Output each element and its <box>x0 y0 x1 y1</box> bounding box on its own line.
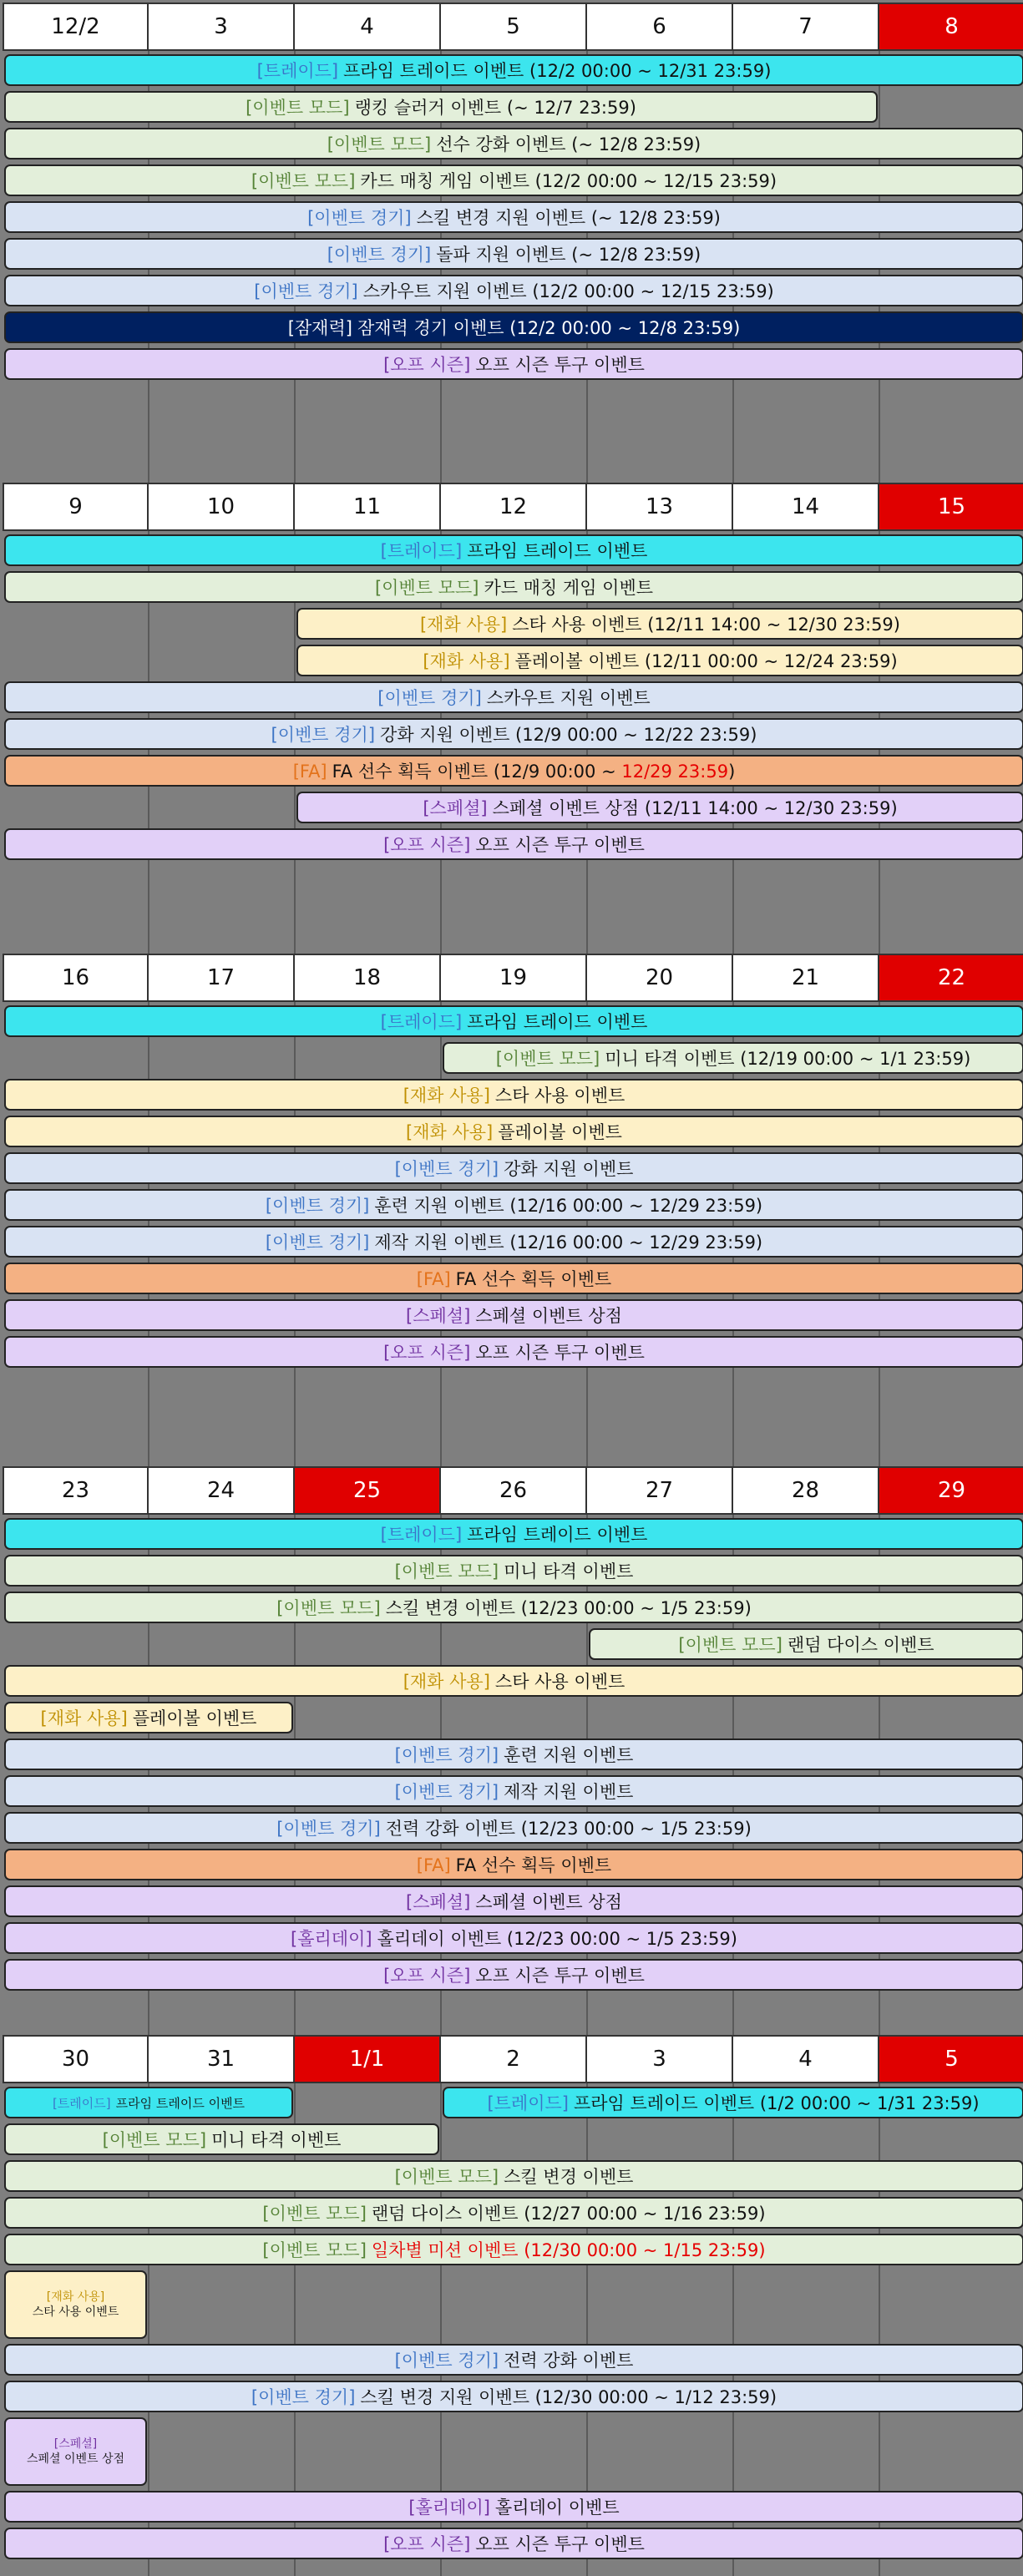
event-bar-reuse[interactable] <box>4 1116 1023 1147</box>
event-category-tag: [FA] <box>416 1855 451 1875</box>
event-label <box>406 1889 622 1914</box>
event-label <box>383 2531 645 2556</box>
event-label <box>288 315 741 340</box>
event-title: 스타 사용 이벤트 <box>32 2305 119 2319</box>
event-label <box>417 1852 611 1877</box>
event-bar-reuse[interactable] <box>4 1079 1023 1111</box>
event-category-tag: [FA] <box>416 1269 451 1289</box>
day-header-cell: 14 <box>732 483 879 531</box>
event-title: 강화 지원 이벤트 (12/9 00:00 ~ 12/22 23:59) <box>380 725 757 745</box>
event-title: 스페셜 이벤트 상점 <box>26 2452 125 2466</box>
event-category-tag: [이벤트 경기] <box>254 281 358 301</box>
event-category-tag: [오프 시즌] <box>383 1966 471 1986</box>
event-label <box>251 2384 777 2409</box>
event-bar-match[interactable] <box>4 238 1023 270</box>
event-title-suffix: ) <box>728 762 736 782</box>
event-category-tag: [이벤트 경기] <box>251 2387 356 2407</box>
event-title: 랜덤 다이스 이벤트 <box>787 1635 934 1655</box>
event-category-tag: [오프 시즌] <box>383 835 471 855</box>
day-header-cell: 16 <box>3 954 149 1002</box>
event-category-tag: [스페셜] <box>423 798 488 818</box>
event-category-tag: [스페셜] <box>53 2437 98 2451</box>
event-label <box>395 2347 634 2372</box>
event-title: FA 선수 획득 이벤트 (12/9 00:00 ~ <box>332 762 622 782</box>
event-title: 훈련 지원 이벤트 <box>504 1745 634 1765</box>
event-category-tag: [재화 사용] <box>423 651 510 671</box>
event-title: 돌파 지원 이벤트 (~ 12/8 23:59) <box>436 245 701 265</box>
day-header-cell: 27 <box>585 1466 733 1515</box>
event-category-tag: [이벤트 모드] <box>262 2204 367 2224</box>
event-label <box>395 1558 634 1583</box>
event-bar-mode[interactable] <box>4 2123 439 2155</box>
event-label <box>41 1705 257 1730</box>
event-label <box>395 1779 634 1804</box>
event-title: 스킬 변경 이벤트 (12/23 00:00 ~ 1/5 23:59) <box>385 1598 752 1618</box>
event-title: 프라임 트레이드 이벤트 <box>467 541 648 561</box>
day-header-cell: 4 <box>732 2035 879 2083</box>
week-row <box>0 483 1023 954</box>
event-category-tag: [재화 사용] <box>403 1672 490 1692</box>
event-category-tag: [재화 사용] <box>406 1122 494 1142</box>
day-header-cell: 26 <box>439 1466 587 1515</box>
day-header-cell: 19 <box>439 954 587 1002</box>
event-category-tag: [이벤트 경기] <box>377 688 482 708</box>
event-highlight-text: 12/29 23:59 <box>621 762 729 782</box>
day-header-cell: 28 <box>732 1466 879 1515</box>
day-header-cell: 11 <box>293 483 441 531</box>
event-title: 홀리데이 이벤트 (12/23 00:00 ~ 1/5 23:59) <box>377 1929 737 1949</box>
day-header-cell: 22 <box>878 954 1023 1002</box>
event-label <box>291 1926 737 1951</box>
day-header-cell: 8 <box>878 3 1023 51</box>
event-title: 오프 시즌 투구 이벤트 <box>475 1343 645 1363</box>
day-header-cell: 4 <box>293 3 441 51</box>
event-title: 스카우트 지원 이벤트 (12/2 00:00 ~ 12/15 23:59) <box>362 281 774 301</box>
event-title: 프라임 트레이드 이벤트 (1/2 00:00 ~ 1/31 23:59) <box>573 2093 980 2113</box>
event-title: 스페셜 이벤트 상점 <box>475 1306 622 1326</box>
event-bar-trade[interactable] <box>4 54 1023 86</box>
event-category-tag: [이벤트 모드] <box>678 1635 782 1655</box>
event-title: 스킬 변경 이벤트 <box>504 2167 634 2187</box>
day-header-cell: 17 <box>147 954 295 1002</box>
event-category-tag: [이벤트 모드] <box>495 1049 600 1069</box>
event-category-tag: [재화 사용] <box>46 2290 105 2304</box>
event-category-tag: [이벤트 경기] <box>271 725 376 745</box>
event-bar-match[interactable] <box>4 2381 1023 2412</box>
day-header-cell: 10 <box>147 483 295 531</box>
event-category-tag: [스페셜] <box>406 1892 471 1912</box>
day-header-cell: 29 <box>878 1466 1023 1515</box>
event-label <box>417 1266 611 1291</box>
event-bar-mode[interactable] <box>4 2234 1023 2265</box>
event-title: 스카우트 지원 이벤트 <box>486 688 651 708</box>
event-title: 미니 타격 이벤트 (12/19 00:00 ~ 1/1 23:59) <box>605 1049 971 1069</box>
event-label <box>383 832 645 857</box>
event-bar-potential[interactable] <box>4 311 1023 343</box>
event-title: 스킬 변경 지원 이벤트 (~ 12/8 23:59) <box>416 208 721 228</box>
day-header-cell: 12 <box>439 483 587 531</box>
event-bar-mode[interactable] <box>589 1628 1023 1660</box>
event-label <box>327 241 701 266</box>
event-bar-special[interactable] <box>4 1299 1023 1331</box>
event-title: 오프 시즌 투구 이벤트 <box>475 355 645 375</box>
event-title: 랜덤 다이스 이벤트 (12/27 00:00 ~ 1/16 23:59) <box>371 2204 766 2224</box>
event-label <box>381 1009 648 1034</box>
event-bar-holiday[interactable] <box>4 2491 1023 2523</box>
event-bar-special[interactable] <box>4 2417 147 2486</box>
event-category-tag: [이벤트 경기] <box>265 1196 370 1216</box>
day-header-cell: 20 <box>585 954 733 1002</box>
event-bar-match[interactable] <box>4 2344 1023 2376</box>
event-category-tag: [이벤트 경기] <box>276 1819 381 1839</box>
event-bar-match[interactable] <box>4 1812 1023 1844</box>
event-title: 프라임 트레이드 이벤트 <box>467 1525 648 1545</box>
event-label <box>375 574 653 600</box>
week-row <box>0 3 1023 483</box>
event-bar-match[interactable] <box>4 1775 1023 1807</box>
day-header-cell: 15 <box>878 483 1023 531</box>
event-category-tag: [오프 시즌] <box>383 355 471 375</box>
week-row <box>0 954 1023 1466</box>
day-header-cell: 21 <box>732 954 879 1002</box>
event-bar-mode[interactable] <box>443 1042 1023 1074</box>
day-header-cell: 31 <box>147 2035 295 2083</box>
event-title: 미니 타격 이벤트 <box>211 2130 342 2150</box>
event-bar-trade[interactable] <box>4 534 1023 566</box>
day-header-cell: 6 <box>585 3 733 51</box>
event-label <box>383 1962 645 1987</box>
event-label <box>487 2090 979 2115</box>
event-category-tag: [FA] <box>292 762 327 782</box>
day-header-cell: 2 <box>439 2035 587 2083</box>
event-title: 강화 지원 이벤트 <box>504 1159 634 1179</box>
event-label <box>254 278 774 303</box>
event-bar-reuse[interactable] <box>4 1702 293 1733</box>
event-label <box>406 1303 622 1328</box>
day-header-cell: 24 <box>147 1466 295 1515</box>
day-header-cell: 18 <box>293 954 441 1002</box>
event-bar-offseason[interactable] <box>4 828 1023 860</box>
event-label <box>395 1156 634 1181</box>
event-bar-fa[interactable] <box>4 755 1023 787</box>
event-category-tag: [트레이드] <box>380 541 463 561</box>
event-category-tag: [트레이드] <box>487 2093 569 2113</box>
event-title: 프라임 트레이드 이벤트 <box>467 1012 648 1032</box>
week-row <box>0 1466 1023 2035</box>
event-label <box>377 685 650 710</box>
event-bar-mode[interactable] <box>4 1592 1023 1623</box>
event-category-tag: [이벤트 경기] <box>307 208 412 228</box>
day-header-cell: 25 <box>293 1466 441 1515</box>
event-bar-special[interactable] <box>296 792 1023 823</box>
event-label <box>266 1229 762 1254</box>
event-label <box>246 94 636 119</box>
event-bar-match[interactable] <box>4 1738 1023 1770</box>
event-bar-holiday[interactable] <box>4 1922 1023 1954</box>
event-title: 전력 강화 이벤트 <box>504 2351 634 2371</box>
event-category-tag: [이벤트 경기] <box>394 1782 499 1802</box>
day-header-cell: 7 <box>732 3 879 51</box>
event-title: 플레이볼 이벤트 <box>132 1708 257 1728</box>
event-bar-reuse[interactable] <box>296 608 1023 640</box>
event-label <box>327 131 701 156</box>
event-highlight-text: 일차별 미션 이벤트 (12/30 00:00 ~ 1/15 23:59) <box>371 2240 766 2260</box>
event-category-tag: [이벤트 모드] <box>394 1561 499 1582</box>
event-title: 플레이볼 이벤트 <box>498 1122 622 1142</box>
event-title: 훈련 지원 이벤트 (12/16 00:00 ~ 12/29 23:59) <box>374 1196 763 1216</box>
event-label <box>403 1082 625 1107</box>
event-title: 잠재력 경기 이벤트 (12/2 00:00 ~ 12/8 23:59) <box>357 318 741 338</box>
event-label <box>271 721 757 746</box>
event-category-tag: [이벤트 모드] <box>102 2130 207 2150</box>
event-bar-match[interactable] <box>4 681 1023 713</box>
event-bar-match[interactable] <box>4 718 1023 750</box>
event-bar-mode[interactable] <box>4 2160 1023 2192</box>
event-bar-match[interactable] <box>4 1226 1023 1258</box>
event-category-tag: [재화 사용] <box>403 1086 490 1106</box>
day-header-cell: 3 <box>147 3 295 51</box>
event-bar-trade[interactable] <box>4 2087 293 2118</box>
event-title: FA 선수 획득 이벤트 <box>455 1855 612 1875</box>
event-label <box>251 168 777 193</box>
event-title: 스타 사용 이벤트 <box>494 1672 625 1692</box>
day-header-cell: 5 <box>878 2035 1023 2083</box>
event-label <box>403 1668 625 1693</box>
event-title: 스타 사용 이벤트 <box>494 1086 625 1106</box>
event-bar-match[interactable] <box>4 1152 1023 1184</box>
week-row <box>0 2035 1023 2576</box>
event-bar-mode[interactable] <box>4 2197 1023 2229</box>
event-label <box>423 648 897 673</box>
event-category-tag: [이벤트 모드] <box>327 134 432 154</box>
event-category-tag: [이벤트 경기] <box>394 2351 499 2371</box>
event-label <box>293 758 736 783</box>
event-title: 카드 매칭 게임 이벤트 (12/2 00:00 ~ 12/15 23:59) <box>360 171 777 191</box>
day-header-cell: 13 <box>585 483 733 531</box>
event-title: FA 선수 획득 이벤트 <box>455 1269 612 1289</box>
day-header-cell: 23 <box>3 1466 149 1515</box>
event-label <box>307 205 721 230</box>
event-category-tag: [재화 사용] <box>419 615 508 635</box>
event-label <box>420 611 900 636</box>
day-header-cell: 3 <box>585 2035 733 2083</box>
event-category-tag: [트레이드] <box>52 2095 111 2111</box>
event-label <box>381 538 648 563</box>
event-label <box>262 2200 765 2225</box>
event-title: 스타 사용 이벤트 (12/11 14:00 ~ 12/30 23:59) <box>512 615 900 635</box>
event-title: 오프 시즌 투구 이벤트 <box>475 1966 645 1986</box>
event-category-tag: [잠재력] <box>287 318 352 338</box>
event-label <box>103 2127 342 2152</box>
event-category-tag: [이벤트 경기] <box>327 245 432 265</box>
event-category-tag: [이벤트 모드] <box>262 2240 367 2260</box>
event-bar-special[interactable] <box>4 1885 1023 1917</box>
event-title: 스페셜 이벤트 상점 (12/11 14:00 ~ 12/30 23:59) <box>492 798 898 818</box>
day-header-cell: 9 <box>3 483 149 531</box>
event-bar-trade[interactable] <box>443 2087 1023 2118</box>
event-bar-mode[interactable] <box>4 164 1023 196</box>
event-label <box>266 1192 762 1217</box>
event-title: 프라임 트레이드 이벤트 <box>115 2095 246 2111</box>
event-title: 제작 지원 이벤트 (12/16 00:00 ~ 12/29 23:59) <box>374 1232 763 1253</box>
event-category-tag: [이벤트 경기] <box>394 1159 499 1179</box>
event-label <box>257 58 772 83</box>
event-bar-trade[interactable] <box>4 1518 1023 1550</box>
event-title: 오프 시즌 투구 이벤트 <box>475 835 645 855</box>
event-category-tag: [스페셜] <box>406 1306 471 1326</box>
event-bar-fa[interactable] <box>4 1849 1023 1880</box>
event-category-tag: [이벤트 경기] <box>265 1232 370 1253</box>
event-title: 오프 시즌 투구 이벤트 <box>475 2534 645 2554</box>
event-bar-reuse[interactable] <box>4 2270 147 2339</box>
event-label <box>395 1742 634 1767</box>
event-label <box>276 1815 752 1840</box>
event-title: 미니 타격 이벤트 <box>504 1561 634 1582</box>
event-label <box>395 2164 634 2189</box>
event-bar-match[interactable] <box>4 201 1023 233</box>
event-label <box>262 2237 765 2262</box>
event-category-tag: [트레이드] <box>380 1525 463 1545</box>
event-title: 카드 매칭 게임 이벤트 <box>484 578 654 598</box>
event-bar-match[interactable] <box>4 1189 1023 1221</box>
event-title: 선수 강화 이벤트 (~ 12/8 23:59) <box>436 134 701 154</box>
event-bar-offseason[interactable] <box>4 348 1023 380</box>
event-bar-mode[interactable] <box>4 1555 1023 1587</box>
event-label <box>678 1632 934 1657</box>
event-label <box>383 1339 645 1364</box>
event-category-tag: [이벤트 모드] <box>251 171 356 191</box>
event-label <box>408 2494 619 2519</box>
event-category-tag: [오프 시즌] <box>383 1343 471 1363</box>
event-bar-fa[interactable] <box>4 1263 1023 1294</box>
event-bar-offseason[interactable] <box>4 2528 1023 2559</box>
event-bar-offseason[interactable] <box>4 1336 1023 1368</box>
event-title: 홀리데이 이벤트 <box>494 2498 620 2518</box>
event-bar-mode[interactable] <box>4 571 1023 603</box>
event-bar-reuse[interactable] <box>4 1665 1023 1697</box>
event-category-tag: [홀리데이] <box>291 1929 372 1949</box>
event-category-tag: [트레이드] <box>256 61 339 81</box>
event-category-tag: [홀리데이] <box>408 2498 490 2518</box>
event-title: 스킬 변경 지원 이벤트 (12/30 00:00 ~ 1/12 23:59) <box>360 2387 777 2407</box>
event-bar-offseason[interactable] <box>4 1959 1023 1991</box>
event-bar-reuse[interactable] <box>296 645 1023 676</box>
day-header-cell: 1/1 <box>293 2035 441 2083</box>
event-category-tag: [이벤트 경기] <box>394 1745 499 1765</box>
event-bar-mode[interactable] <box>4 128 1023 159</box>
event-title: 전력 강화 이벤트 (12/23 00:00 ~ 1/5 23:59) <box>385 1819 752 1839</box>
event-bar-trade[interactable] <box>4 1005 1023 1037</box>
event-title: 스페셜 이벤트 상점 <box>475 1892 622 1912</box>
day-header-cell: 30 <box>3 2035 149 2083</box>
event-title: 플레이볼 이벤트 (12/11 00:00 ~ 12/24 23:59) <box>514 651 898 671</box>
event-category-tag: [트레이드] <box>380 1012 463 1032</box>
event-label <box>383 352 645 377</box>
event-title: 프라임 트레이드 이벤트 (12/2 00:00 ~ 12/31 23:59) <box>343 61 772 81</box>
event-label <box>406 1119 622 1144</box>
event-category-tag: [이벤트 모드] <box>374 578 479 598</box>
event-label <box>381 1521 648 1546</box>
event-title: 랭킹 슬러거 이벤트 (~ 12/7 23:59) <box>354 98 636 118</box>
event-category-tag: [오프 시즌] <box>383 2534 471 2554</box>
event-title: 제작 지원 이벤트 <box>504 1782 634 1802</box>
event-category-tag: [이벤트 모드] <box>246 98 350 118</box>
event-label <box>276 1595 752 1620</box>
event-label <box>496 1045 971 1070</box>
event-category-tag: [이벤트 모드] <box>394 2167 499 2187</box>
event-bar-match[interactable] <box>4 275 1023 306</box>
event-label <box>53 2094 245 2112</box>
event-category-tag: [이벤트 모드] <box>276 1598 381 1618</box>
day-header-cell: 12/2 <box>3 3 149 51</box>
event-label <box>423 795 897 820</box>
event-category-tag: [재화 사용] <box>40 1708 128 1728</box>
event-bar-mode[interactable] <box>4 91 878 123</box>
day-header-cell: 5 <box>439 3 587 51</box>
